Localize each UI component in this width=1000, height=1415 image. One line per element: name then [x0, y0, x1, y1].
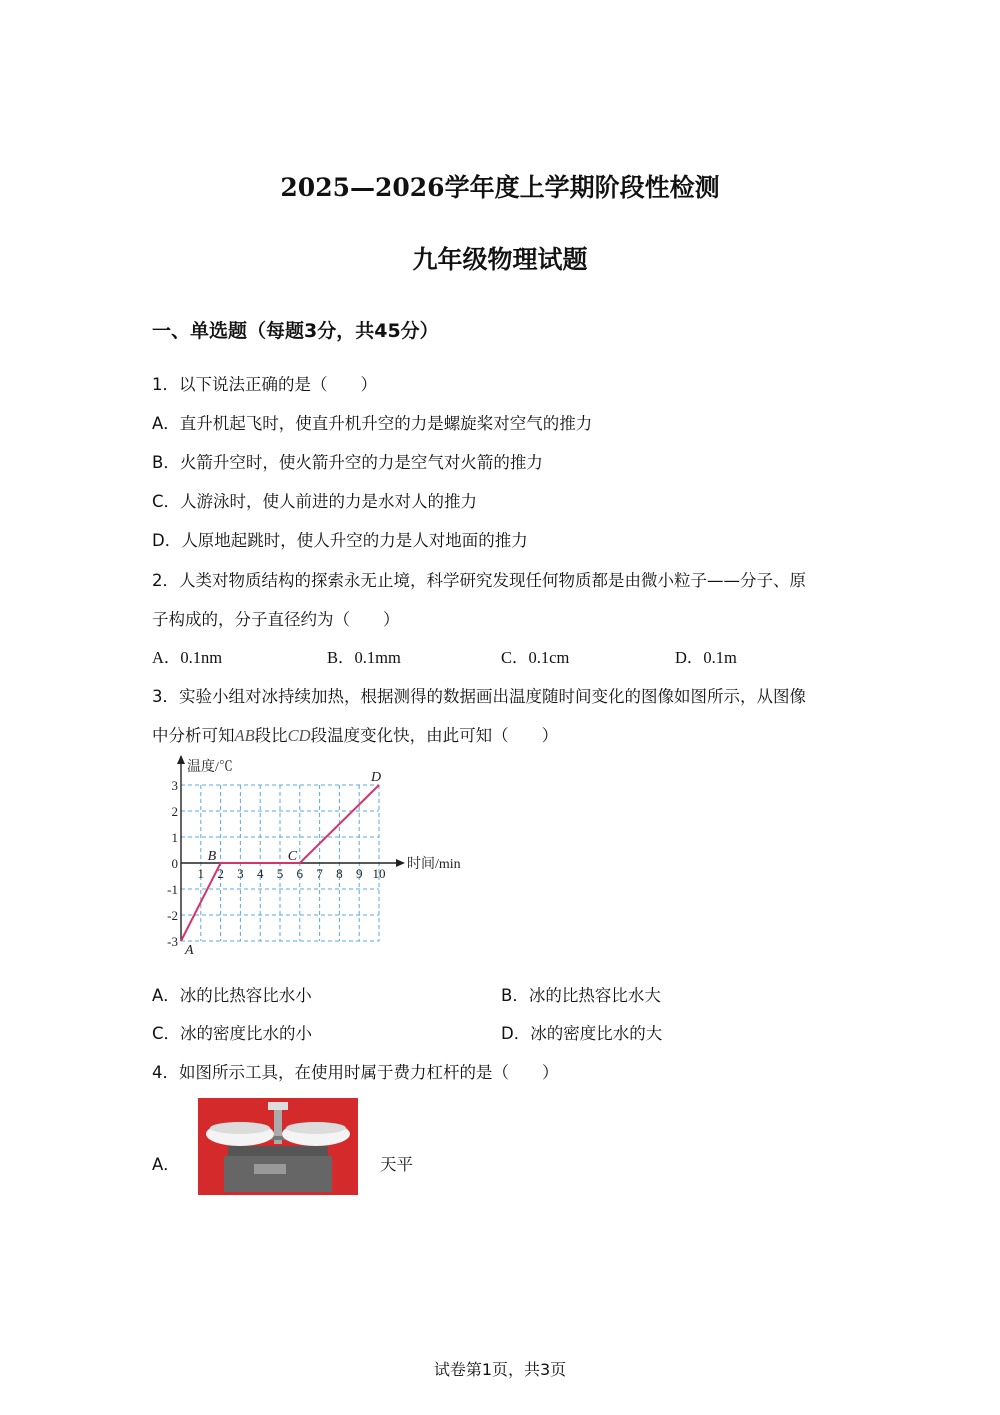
q3-stem-part1: 中分析可知 [152, 726, 235, 745]
x-tick-label: 6 [296, 866, 304, 881]
q2-option-c: C．0.1cm [501, 648, 570, 667]
x-tick-label: 3 [237, 866, 244, 881]
x-tick-label: 7 [316, 866, 323, 881]
x-tick-label: 2 [217, 866, 224, 881]
y-tick-label: 1 [171, 830, 178, 845]
q3-option-d: D．冰的密度比水的大 [501, 1024, 663, 1043]
y-tick-label: -2 [167, 908, 178, 923]
point-label-a: A [185, 943, 194, 958]
exam-subtitle: 九年级物理试题 [412, 245, 588, 274]
q3-options-row2 [152, 1020, 852, 1044]
point-label-d: D [371, 770, 382, 785]
q3-option-c: C．冰的密度比水的小 [152, 1024, 313, 1043]
segment-ab: AB [234, 726, 255, 745]
q2-stem-line2: 子构成的，分子直径约为（ ） [152, 610, 400, 629]
point-label-c: C [287, 849, 298, 864]
balance-scale-icon [198, 1098, 358, 1195]
q1-option-b: B．火箭升空时，使火箭升空的力是空气对火箭的推力 [152, 453, 543, 472]
y-tick-label: 2 [171, 804, 178, 819]
x-tick-label: 1 [197, 866, 205, 881]
q1-stem: 1．以下说法正确的是（ ） [152, 375, 377, 394]
temperature-time-chart [160, 752, 480, 962]
q3-stem-line1: 3．实验小组对冰持续加热，根据测得的数据画出温度随时间变化的图像如图所示，从图像 [152, 687, 806, 706]
q2-options [152, 644, 852, 668]
q3-stem-part3: 段温度变化快，由此可知（ ） [310, 726, 559, 745]
x-axis-label: 时间/min [407, 857, 461, 872]
x-tick-label: 10 [372, 866, 386, 881]
y-axis-label: 温度/℃ [187, 760, 233, 775]
x-tick-label: 8 [336, 866, 343, 881]
x-tick-label: 9 [355, 866, 363, 881]
q3-options-row1 [152, 982, 852, 1006]
q4-option-a-name: 天平 [380, 1155, 413, 1174]
q4-stem: 4．如图所示工具，在使用时属于费力杠杆的是（ ） [152, 1063, 559, 1082]
q2-option-a: A．0.1nm [152, 648, 223, 667]
x-tick-label: 4 [256, 866, 264, 881]
q4-option-a-label: A． [152, 1155, 180, 1174]
q2-option-d: D．0.1m [675, 648, 737, 667]
y-tick-label: 0 [171, 856, 178, 871]
q3-option-b: B．冰的比热容比水大 [501, 986, 661, 1005]
x-axis-arrow [396, 859, 405, 867]
y-tick-label: -3 [167, 934, 178, 949]
balance-scale-photo [198, 1098, 358, 1195]
segment-cd: CD [287, 726, 311, 745]
q1-option-a: A．直升机起飞时，使直升机升空的力是螺旋桨对空气的推力 [152, 414, 593, 433]
q1-option-d: D．人原地起跳时，使人升空的力是人对地面的推力 [152, 531, 528, 550]
x-tick-label: 5 [276, 866, 284, 881]
y-tick-label: -1 [167, 882, 178, 897]
q3-stem-part2: 段比 [254, 726, 288, 745]
y-axis-arrow [177, 755, 185, 764]
q2-option-b: B．0.1mm [327, 648, 401, 667]
page-footer: 试卷第1页，共3页 [433, 1360, 567, 1379]
section-heading: 一、单选题（每题3分，共45分） [152, 320, 439, 342]
point-label-b: B [207, 849, 217, 864]
q3-stem-line2 [152, 722, 558, 746]
q2-stem-line1: 2．人类对物质结构的探索永无止境，科学研究发现任何物质都是由微小粒子——分子、原 [152, 571, 806, 590]
exam-title: 2025—2026学年度上学期阶段性检测 [280, 173, 720, 202]
y-tick-label: 3 [171, 778, 178, 793]
q1-option-c: C．人游泳时，使人前进的力是水对人的推力 [152, 492, 478, 511]
q3-option-a: A．冰的比热容比水小 [152, 986, 312, 1005]
